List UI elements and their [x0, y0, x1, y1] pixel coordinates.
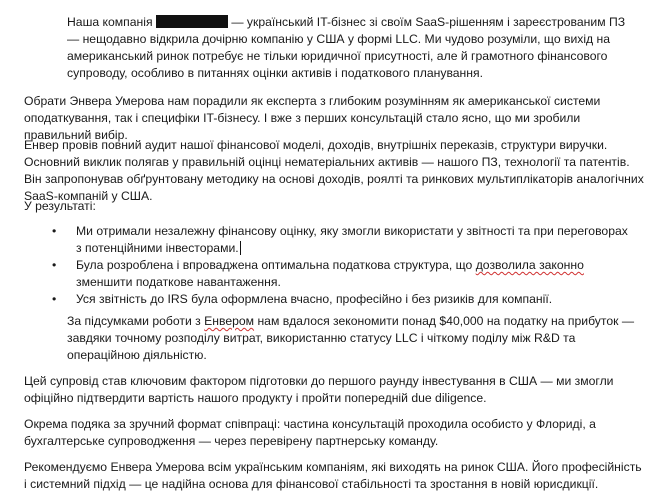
summary-text-c: нам вдалося зекономити понад $40,000 на податку на прибуток — завдяки точному розподілу витрат, використанню статусу LLC і чіткому поділу між R&D та операційною діяльністю.: [67, 314, 635, 362]
bullet-icon: •: [52, 224, 57, 238]
text-cursor: [240, 241, 241, 255]
result-item-1-text: Ми отримали незалежну фінансову оцінку, яку змогли використати у звітності та при переговорах з потенційними інвесторами.: [76, 224, 628, 255]
bullet-icon: •: [52, 258, 57, 272]
list-item: [0, 257, 636, 291]
result-item-3-text: Уся звітність до IRS була оформлена вчасно, професійно і без ризиків для компанії.: [76, 292, 553, 306]
spellcheck-flag[interactable]: Енвером: [204, 314, 255, 328]
results-list: [0, 223, 663, 308]
key-factor-paragraph: Цей супровід став ключовим фактором підготовки до першого раунду інвестування в США — ми змогли офіційно підтвердити вартість нашого продукту і пройти попередній due diligence.: [24, 374, 614, 405]
intro-text-rest: — український IT-бізнес зі своїм SaaS-рішенням і зареєстрованим ПЗ — нещодавно відкрила дочірню компанію у США у формі LLC. Ми чудово розуміли, що вихід на американський ринок потребує не тільки юридичної присутності, але й грамотного фінансового супроводу, особливо в питаннях оцінки активів і податкового планування.: [67, 15, 626, 80]
recommendation-paragraph: Рекомендуємо Енвера Умерова всім українським компаніям, які виходять на ринок США. Його професійність і системний підхід — це надійна основа для фінансової стабільності та зростання в новій юрисдикції.: [24, 460, 642, 491]
chose-paragraph: Обрати Энвера Умерова нам порадили як експерта з глибоким розумінням як американської системи оподаткування, так і специфіки IT-бізнесу. І вже з перших консультацій стало ясно, що ми зробили правильний вибір.: [24, 94, 601, 142]
list-item: [0, 291, 636, 308]
result-item-2-text-c: зменшити податкове навантаження.: [76, 275, 281, 289]
list-item: [0, 223, 636, 257]
summary-text-a: За підсумками роботи з: [67, 314, 201, 328]
bullet-icon: •: [52, 292, 57, 306]
audit-paragraph: Енвер провів повний аудит нашої фінансової моделі, доходів, внутрішніх переказів, структури виручки. Основний виклик полягав у правильній оцінці нематеріальних активів — нашого ПЗ, технології та патентів. Він запропонував обґрунтовану методику на основі доходів, роялті та ринкових мультиплікаторів аналогічних SaaS-компаній у США.: [24, 138, 644, 203]
summary-paragraph: [67, 313, 637, 364]
thanks-paragraph: Окрема подяка за зручний формат співпраці: частина консультацій проходила особисто у Флориді, а бухгалтерське супроводження — через перевірену партнерську команду.: [24, 417, 596, 448]
results-heading: У результаті:: [24, 199, 96, 213]
spellcheck-flag[interactable]: дозволила законно: [475, 258, 584, 272]
intro-paragraph: [67, 14, 637, 82]
redacted-company-name: [156, 15, 228, 28]
intro-text-start: Наша компанія: [67, 15, 153, 29]
result-item-2-text-a: Була розроблена і впроваджена оптимальна податкова структура, що: [76, 258, 473, 272]
